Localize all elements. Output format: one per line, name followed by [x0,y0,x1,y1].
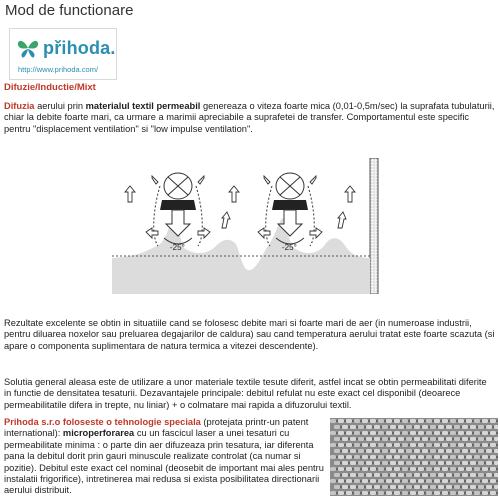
paragraph-lead: Prihoda s.r.o foloseste o tehnologie speciala [4,417,201,427]
logo-mark [16,37,116,59]
page-title: Mod de functionare [5,2,134,19]
angle-label-left: -25° [170,243,185,252]
butterfly-icon [16,37,40,59]
logo-url-link[interactable]: http://www.prihoda.com/ [18,65,99,74]
textile-duct-right [266,173,315,246]
logo-wordmark: přihoda. [43,37,116,58]
textile-duct-left [154,173,203,246]
paragraph-solutia: Solutia general aleasa este de utilizare a unor materiale textile tesute diferit, astfel incat se obtin permeabilitati diferite in functie de densitatea tesaturii. Dezavantajele principale: debitul refulat nu este exact cel disponibil (deoarece permeabilitatile difera in trepte, nu liniar) + o colmatare mai rapida a difuzorului textil. [4,377,487,410]
wall [370,158,378,294]
prihoda-logo[interactable] [9,28,117,80]
section-label: Difuzie/Inductie/Mixt [4,82,96,93]
airflow-diagram [112,158,394,294]
airflow-arrows [125,176,355,238]
paragraph-difuzia: Difuzia aerului prin materialul textil permeabil genereaza o viteza foarte mica (0,01-0,5m/sec) la suprafata tubulaturii, chiar la debite foarte mari, ca urmare a marimii apreciabile a suprafetei de transfer. Comportamentul este specific pentru "displacement ventilation" si "low impulse ventilation". [4,101,495,134]
angle-label-right: -25° [282,243,297,252]
paragraph-prihoda: Prihoda s.r.o foloseste o tehnologie speciala (protejata printr-un patent international): microperforarea cu un fascicul laser a unei tesaturi cu permeabilitate minima : o parte din aer difuzeaza prin tesatura, iar diferenta pana la debitul dorit prin gauri minuscule realizate controlat (ca numar si pozitie). Debitul este exact cel nominal (deosebit de important mai ales pentru instalatii frigorifice), intretinerea mai redusa si exista posibilitatea directionarii aerului distribuit. [4,417,324,496]
paragraph-lead: Difuzia [4,101,35,111]
microperforated-fabric-image [330,418,498,496]
paragraph-rezultate: Rezultate excelente se obtin in situatiile cand se folosesc debite mari si foarte mari de aer (in numeroase industrii, pentru diluarea noxelor sau preluarea degajarilor de caldura) sau cand temperatura aerului tratat este foarte scazuta (si apare o componenta suplimentara de natura termica a vitezei descendente). [4,318,495,351]
